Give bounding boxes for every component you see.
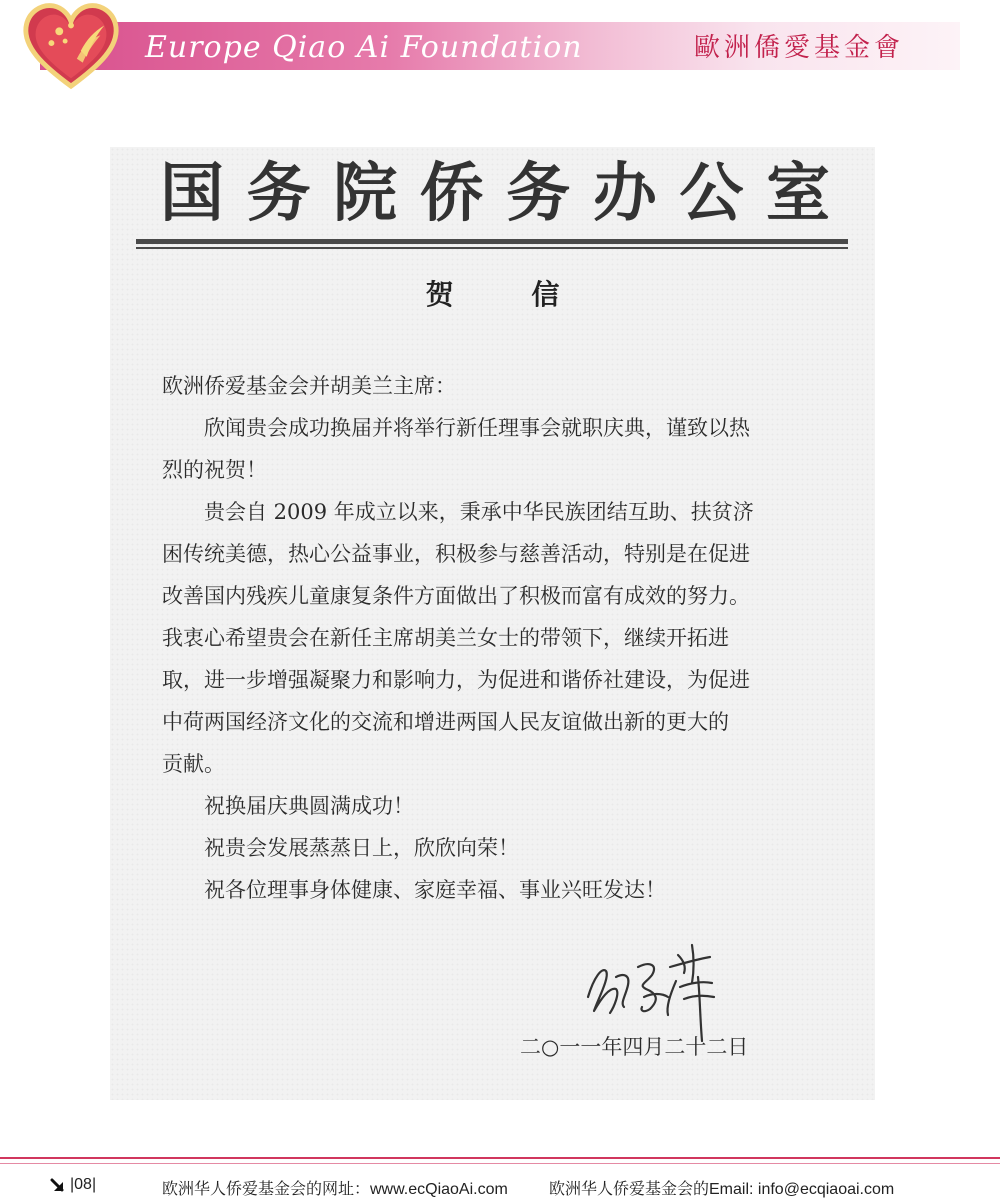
paragraph-line: 欣闻贵会成功换届并将举行新任理事会就职庆典，谨致以热 [204, 416, 750, 440]
banner-chinese-title: 歐洲僑愛基金會 [694, 33, 905, 63]
footer-email: 欧洲华人侨爱基金会的Email: info@ecqiaoai.com [549, 1181, 895, 1198]
letterhead-char: 公 [679, 157, 744, 231]
wish-line: 祝各位理事身体健康、家庭幸福、事业兴旺发达！ [204, 878, 666, 902]
wish-line: 祝贵会发展蒸蒸日上，欣欣向荣！ [204, 836, 519, 860]
page-number: 08 [74, 1176, 92, 1193]
letterhead-char: 室 [765, 157, 830, 231]
letterhead-char: 国 [160, 157, 224, 231]
footer-rule [0, 1157, 1000, 1159]
letterhead-rule-thick [136, 239, 848, 244]
paragraph-line: 我衷心希望贵会在新任主席胡美兰女士的带领下，继续开拓进 [162, 626, 729, 650]
banner-english-title: Europe Qiao Ai Foundation [145, 30, 583, 65]
paragraph-line: 贵会自 2009 年成立以来，秉承中华民族团结互助、扶贫济 [204, 500, 754, 524]
letter-salutation: 欧洲侨爱基金会并胡美兰主席： [162, 374, 456, 398]
letterhead [160, 151, 830, 237]
letter-date: 二○一一年四月二十二日 [520, 1035, 749, 1059]
paragraph-line: 困传统美德，热心公益事业，积极参与慈善活动，特别是在促进 [162, 542, 750, 566]
letterhead-rule-thin [136, 247, 848, 249]
letterhead-char: 侨 [419, 157, 484, 231]
letterhead-char: 务 [506, 157, 571, 231]
scanned-letter [110, 147, 875, 1100]
paragraph-line: 取，进一步增强凝聚力和影响力，为促进和谐侨社建设，为促进 [162, 668, 750, 692]
letterhead-char: 院 [333, 157, 398, 231]
footer-rule-thin [0, 1163, 1000, 1164]
footer-website: 欧洲华人侨爱基金会的网址：www.ecQiaoAi.com [162, 1181, 508, 1198]
page-footer [0, 1176, 1000, 1196]
letter-title: 贺 信 [425, 278, 594, 311]
paragraph-line: 中荷两国经济文化的交流和增进两国人民友谊做出新的更大的 [162, 710, 729, 734]
letterhead-char: 务 [246, 157, 311, 231]
arrow-down-right-icon [50, 1178, 66, 1194]
heart-logo-icon [22, 0, 120, 92]
wish-line: 祝换届庆典圆满成功！ [204, 794, 414, 818]
paragraph-line: 烈的祝贺！ [162, 458, 267, 482]
page-number-wrap: |08| [70, 1176, 97, 1193]
letterhead-char: 办 [592, 157, 657, 231]
paragraph-line: 贡献。 [162, 752, 225, 776]
paragraph-line: 改善国内残疾儿童康复条件方面做出了积极而富有成效的努力。 [162, 584, 750, 608]
